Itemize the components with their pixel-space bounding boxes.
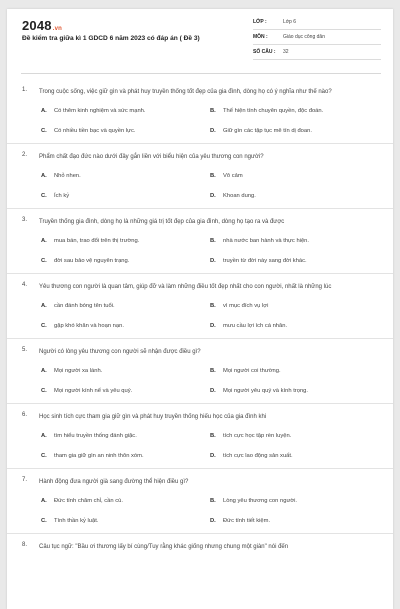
answer-option[interactable] [208,381,377,401]
option-letter: C. [41,518,47,524]
question-text: Học sinh tích cực tham gia giữ gìn và phát huy truyền thống hiếu học của gia đình khi [39,414,267,420]
option-letter: D. [210,193,216,199]
question-text: Câu tục ngữ: "Bầu ơi thương lấy bí cùng/Tuy rằng khác giống nhưng chung một giàn" nói đến [39,544,289,550]
option-letter: B. [210,368,216,374]
meta-key: LỚP : [253,19,267,25]
option-letter: D. [210,258,216,264]
meta-key: MÔN : [253,34,268,40]
option-text: Mọi người yêu quý và kính trọng. [223,388,309,394]
answer-options [39,487,377,533]
question-number: 2. [22,152,28,158]
option-text: mua bán, trao đổi trên thị trường. [54,238,140,244]
option-letter: C. [41,323,47,329]
answer-option[interactable] [39,186,208,206]
option-text: đời sau bảo vệ nguyên trạng. [54,258,130,264]
meta-key: SỐ CÂU : [253,49,276,55]
answer-option[interactable] [39,101,208,121]
option-letter: B. [210,173,216,179]
answer-option[interactable] [208,491,377,511]
question-item [7,79,393,144]
question-item [7,534,393,552]
option-letter: D. [210,518,216,524]
answer-option[interactable] [208,446,377,466]
answer-option[interactable] [39,446,208,466]
answer-option[interactable] [208,361,377,381]
option-text: gặp khó khăn và hoạn nạn. [54,323,124,329]
option-text: Mọi người coi thường. [223,368,281,374]
exam-title: Đề kiểm tra giữa kì 1 GDCD 6 năm 2023 có đáp án ( Đề 3) [22,35,200,42]
option-letter: D. [210,128,216,134]
option-text: vì mục đích vụ lợi [223,303,269,309]
question-list [7,79,393,552]
meta-value: Giáo dục công dân [283,34,325,40]
option-letter: D. [210,323,216,329]
meta-value: Lớp 6 [283,19,297,25]
option-text: Tính thần kỷ luật. [54,518,99,524]
option-text: Nhỏ nhen. [54,173,81,179]
logo-text: 2048 [22,18,52,33]
answer-option[interactable] [208,166,377,186]
option-text: Đức tính tiết kiệm. [223,518,271,524]
option-text: Thể hiện tính chuyên quyền, độc đoán. [223,108,324,114]
option-text: Có thêm kinh nghiệm và sức mạnh. [54,108,146,114]
option-text: Giữ gìn các tập tục mê tín dị đoan. [223,128,312,134]
answer-option[interactable] [208,186,377,206]
option-text: tìm hiểu truyền thống đánh giặc. [54,433,137,439]
option-letter: C. [41,258,47,264]
question-text: Yêu thương con người là quan tâm, giúp đỡ và làm những điều tốt đẹp nhất cho con người, nhất là những lúc [39,284,332,290]
answer-option[interactable] [208,511,377,531]
option-text: tham gia giữ gìn an ninh thôn xóm. [54,453,144,459]
option-letter: B. [210,303,216,309]
question-item [7,404,393,469]
option-letter: D. [210,388,216,394]
option-text: Lòng yêu thương con người. [223,498,298,504]
option-text: mưu cầu lợi ích cá nhân. [223,323,288,329]
answer-option[interactable] [39,121,208,141]
answer-option[interactable] [39,426,208,446]
answer-options [39,162,377,208]
answer-options [39,357,377,403]
question-number: 5. [22,347,28,353]
option-text: Ích kỷ [54,193,70,199]
option-letter: A. [41,238,47,244]
answer-option[interactable] [208,101,377,121]
option-letter: B. [210,498,216,504]
answer-options [39,292,377,338]
answer-option[interactable] [39,296,208,316]
answer-option[interactable] [39,511,208,531]
answer-options [39,97,377,143]
option-letter: B. [210,108,216,114]
option-text: Vô cảm [223,173,243,179]
answer-option[interactable] [208,296,377,316]
answer-option[interactable] [39,251,208,271]
logo-suffix: .vn [52,26,63,32]
exam-header [7,9,393,65]
answer-option[interactable] [39,361,208,381]
answer-option[interactable] [208,426,377,446]
meta-value: 32 [283,49,289,55]
answer-option[interactable] [39,316,208,336]
option-text: Đức tính chăm chỉ, cần cù. [54,498,123,504]
option-letter: C. [41,453,47,459]
question-text: Hành động đưa người già sang đường thể hiện điều gì? [39,479,189,485]
meta-row-subject [253,30,381,45]
site-logo[interactable] [22,18,62,33]
option-letter: D. [210,453,216,459]
meta-row-class [253,15,381,30]
meta-row-count [253,45,381,60]
option-letter: A. [41,108,47,114]
option-text: cần đánh bóng tên tuổi. [54,303,115,309]
question-item [7,339,393,404]
question-text: Người có lòng yêu thương con người sẽ nhận được điều gì? [39,349,201,355]
question-text: Truyền thống gia đình, dòng họ là những giá trị tốt đẹp của gia đình, dòng họ tạo ra và được [39,219,285,225]
question-item [7,274,393,339]
answer-option[interactable] [39,166,208,186]
option-letter: B. [210,238,216,244]
question-text: Phẩm chất đạo đức nào dưới đây gắn liền với biểu hiện của yêu thương con người? [39,154,264,160]
question-item [7,144,393,209]
answer-option[interactable] [39,231,208,251]
answer-options [39,422,377,468]
exam-page [7,9,393,609]
option-letter: A. [41,368,47,374]
option-text: nhà nước ban hành và thực hiện. [223,238,310,244]
option-text: Khoan dung. [223,193,256,199]
question-item [7,469,393,534]
answer-option[interactable] [39,491,208,511]
option-text: tích cực lao động sản xuất. [223,453,293,459]
exam-meta [253,15,381,60]
answer-option[interactable] [39,381,208,401]
answer-option[interactable] [208,251,377,271]
option-text: tích cực học tập rèn luyện. [223,433,292,439]
option-text: Mọi người kính nể và yêu quý. [54,388,133,394]
option-letter: B. [210,433,216,439]
option-letter: C. [41,388,47,394]
option-letter: C. [41,193,47,199]
option-text: Có nhiều tiền bạc và quyền lực. [54,128,136,134]
question-number: 3. [22,217,28,223]
question-number: 4. [22,282,28,288]
question-number: 8. [22,542,28,548]
question-number: 7. [22,477,28,483]
option-text: Mọi người xa lánh. [54,368,103,374]
question-number: 1. [22,87,28,93]
answer-options [39,227,377,273]
answer-option[interactable] [208,121,377,141]
question-number: 6. [22,412,28,418]
question-item [7,209,393,274]
option-text: truyền từ đời này sang đời khác. [223,258,307,264]
answer-option[interactable] [208,316,377,336]
answer-option[interactable] [208,231,377,251]
option-letter: A. [41,173,47,179]
option-letter: A. [41,433,47,439]
option-letter: A. [41,498,47,504]
question-text: Trong cuộc sống, việc giữ gìn và phát huy truyền thống tốt đẹp của gia đình, dòng họ có ý nghĩa như thế nào? [39,89,332,95]
header-divider [21,73,381,74]
option-letter: C. [41,128,47,134]
option-letter: A. [41,303,47,309]
